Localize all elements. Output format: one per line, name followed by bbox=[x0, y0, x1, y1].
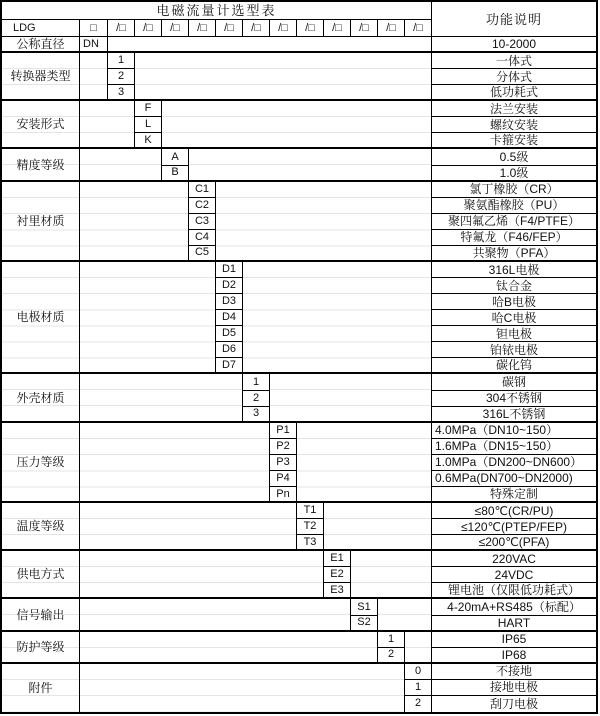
group-left-spacer bbox=[80, 664, 405, 712]
group-left-spacer bbox=[80, 149, 162, 181]
option-code-cell: P1 bbox=[270, 423, 297, 439]
model-code-slot: /□ bbox=[108, 20, 135, 37]
group-right-spacer bbox=[216, 182, 432, 262]
group-left-spacer bbox=[80, 53, 108, 101]
option-code-cell: P4 bbox=[270, 471, 297, 487]
option-code-cell: 2 bbox=[378, 648, 405, 664]
option-code-cell: D6 bbox=[216, 342, 243, 358]
group-left-spacer bbox=[80, 632, 378, 664]
model-code-slot: /□ bbox=[189, 20, 216, 37]
group-right-spacer bbox=[351, 551, 432, 599]
option-code-cell: 2 bbox=[108, 69, 135, 85]
option-desc-cell: 氯丁橡胶（CR） bbox=[432, 182, 596, 198]
group-right-spacer bbox=[324, 503, 432, 551]
model-code-slot: /□ bbox=[243, 20, 270, 37]
option-desc-cell: ≤200℃(PFA) bbox=[432, 535, 596, 551]
option-desc-cell: 不接地 bbox=[432, 664, 596, 680]
option-code-cell: A bbox=[162, 149, 189, 165]
option-code-cell: D7 bbox=[216, 358, 243, 374]
option-code-cell: E1 bbox=[324, 551, 351, 567]
option-desc-cell: 碳化钨 bbox=[432, 358, 596, 374]
group-right-spacer bbox=[270, 374, 432, 422]
option-code-cell: B bbox=[162, 166, 189, 182]
option-desc-cell: HART bbox=[432, 616, 596, 632]
option-desc-cell: 卡箍安装 bbox=[432, 133, 596, 149]
dn-code-cell: DN bbox=[80, 37, 108, 53]
option-code-cell: D5 bbox=[216, 326, 243, 342]
option-code-cell: 0 bbox=[405, 664, 432, 680]
option-desc-cell: 锂电池（仅限低功耗式） bbox=[432, 583, 596, 599]
option-desc-cell: 316L不锈钢 bbox=[432, 407, 596, 423]
option-code-cell: 1 bbox=[108, 53, 135, 69]
group-left-spacer bbox=[80, 374, 243, 422]
group-label: 压力等级 bbox=[2, 423, 80, 503]
option-desc-cell: ≤80℃(CR/PU) bbox=[432, 503, 596, 519]
option-code-cell: T3 bbox=[297, 535, 324, 551]
group-right-spacer bbox=[243, 262, 432, 375]
group-left-spacer bbox=[80, 599, 351, 631]
option-code-cell: L bbox=[135, 117, 162, 133]
model-code-slot: /□ bbox=[297, 20, 324, 37]
option-desc-cell: IP65 bbox=[432, 632, 596, 648]
option-code-cell: 2 bbox=[243, 391, 270, 407]
option-desc-cell: 1.0级 bbox=[432, 166, 596, 182]
group-label: 附件 bbox=[2, 664, 80, 712]
group-label: 安装形式 bbox=[2, 101, 80, 149]
option-desc-cell: 钽电极 bbox=[432, 326, 596, 342]
option-code-cell: E2 bbox=[324, 567, 351, 583]
model-code-slot: /□ bbox=[270, 20, 297, 37]
function-column-header: 功能说明 bbox=[432, 2, 596, 37]
option-code-cell: D3 bbox=[216, 294, 243, 310]
option-desc-cell: 螺纹安装 bbox=[432, 117, 596, 133]
group-left-spacer bbox=[80, 503, 297, 551]
option-code-cell: 1 bbox=[405, 680, 432, 696]
group-right-spacer bbox=[189, 149, 432, 181]
option-code-cell: P3 bbox=[270, 455, 297, 471]
option-desc-cell: 哈B电极 bbox=[432, 294, 596, 310]
group-label: 转换器类型 bbox=[2, 53, 80, 101]
group-label: 温度等级 bbox=[2, 503, 80, 551]
option-desc-cell: 304不锈钢 bbox=[432, 391, 596, 407]
option-desc-cell: 分体式 bbox=[432, 69, 596, 85]
row-label-dn: 公称直径 bbox=[2, 37, 80, 53]
option-desc-cell: 铂铱电极 bbox=[432, 342, 596, 358]
option-desc-cell: 0.5级 bbox=[432, 149, 596, 165]
group-right-spacer bbox=[378, 599, 432, 631]
group-right-spacer bbox=[297, 423, 432, 503]
option-code-cell: C3 bbox=[189, 214, 216, 230]
group-left-spacer bbox=[80, 423, 270, 503]
model-code-slot: /□ bbox=[378, 20, 405, 37]
model-prefix-cell: LDG bbox=[2, 20, 80, 37]
group-right-spacer bbox=[135, 53, 432, 101]
option-desc-cell: 特氟龙（F46/FEP） bbox=[432, 230, 596, 246]
option-code-cell: T2 bbox=[297, 519, 324, 535]
group-right-spacer bbox=[405, 632, 432, 664]
option-desc-cell: 法兰安装 bbox=[432, 101, 596, 117]
option-desc-cell: 0.6MPa(DN700~DN2000) bbox=[432, 471, 596, 487]
group-label: 电极材质 bbox=[2, 262, 80, 375]
group-left-spacer bbox=[80, 262, 216, 375]
group-label: 防护等级 bbox=[2, 632, 80, 664]
option-code-cell: D1 bbox=[216, 262, 243, 278]
option-code-cell: D2 bbox=[216, 278, 243, 294]
option-desc-cell: 1.0MPa（DN200~DN600） bbox=[432, 455, 596, 471]
option-code-cell: T1 bbox=[297, 503, 324, 519]
group-left-spacer bbox=[80, 551, 324, 599]
table-title: 电磁流量计选型表 bbox=[2, 2, 432, 20]
model-code-slot: /□ bbox=[351, 20, 378, 37]
option-code-cell: C2 bbox=[189, 198, 216, 214]
group-left-spacer bbox=[80, 182, 189, 262]
option-desc-cell: 220VAC bbox=[432, 551, 596, 567]
dn-spacer-cell bbox=[108, 37, 432, 53]
option-desc-cell: 聚氨酯橡胶（PU） bbox=[432, 198, 596, 214]
model-code-box: □ bbox=[80, 20, 108, 37]
option-desc-cell: 接地电极 bbox=[432, 680, 596, 696]
group-label: 外壳材质 bbox=[2, 374, 80, 422]
option-code-cell: P2 bbox=[270, 439, 297, 455]
option-code-cell: 1 bbox=[378, 632, 405, 648]
group-right-spacer bbox=[162, 101, 432, 149]
option-desc-cell: 316L电极 bbox=[432, 262, 596, 278]
model-code-slot: /□ bbox=[135, 20, 162, 37]
model-code-slot: /□ bbox=[162, 20, 189, 37]
option-code-cell: E3 bbox=[324, 583, 351, 599]
option-desc-cell: 低功耗式 bbox=[432, 85, 596, 101]
group-label: 衬里材质 bbox=[2, 182, 80, 262]
option-desc-cell: 4.0MPa（DN10~150） bbox=[432, 423, 596, 439]
option-desc-cell: 哈C电极 bbox=[432, 310, 596, 326]
option-desc-cell: 共聚物（PFA） bbox=[432, 246, 596, 262]
option-code-cell: Pn bbox=[270, 487, 297, 503]
option-code-cell: 3 bbox=[108, 85, 135, 101]
option-desc-cell: 碳钢 bbox=[432, 374, 596, 390]
option-desc-cell: 1.6MPa（DN15~150） bbox=[432, 439, 596, 455]
group-label: 信号输出 bbox=[2, 599, 80, 631]
option-code-cell: C1 bbox=[189, 182, 216, 198]
option-code-cell: 2 bbox=[405, 696, 432, 712]
option-desc-cell: 特殊定制 bbox=[432, 487, 596, 503]
option-desc-cell: 24VDC bbox=[432, 567, 596, 583]
option-desc-cell: ≤120℃(PTEP/FEP) bbox=[432, 519, 596, 535]
model-code-slot: /□ bbox=[405, 20, 432, 37]
option-code-cell: S2 bbox=[351, 616, 378, 632]
option-code-cell: 3 bbox=[243, 407, 270, 423]
option-code-cell: 1 bbox=[243, 374, 270, 390]
option-code-cell: C5 bbox=[189, 246, 216, 262]
dn-desc-cell: 10-2000 bbox=[432, 37, 596, 53]
option-desc-cell: 刮刀电极 bbox=[489, 696, 538, 711]
option-code-cell: K bbox=[135, 133, 162, 149]
option-desc-cell: 聚四氟乙烯（F4/PTFE） bbox=[432, 214, 596, 230]
model-code-slot: /□ bbox=[324, 20, 351, 37]
option-code-cell: D4 bbox=[216, 310, 243, 326]
group-left-spacer bbox=[80, 101, 135, 149]
option-code-cell: F bbox=[135, 101, 162, 117]
model-code-slot: /□ bbox=[216, 20, 243, 37]
option-desc-cell: 一体式 bbox=[432, 53, 596, 69]
option-desc-cell: IP68 bbox=[432, 648, 596, 664]
group-label: 精度等级 bbox=[2, 149, 80, 181]
option-code-cell: C4 bbox=[189, 230, 216, 246]
group-label: 供电方式 bbox=[2, 551, 80, 599]
option-desc-cell: 4-20mA+RS485（标配） bbox=[432, 599, 596, 615]
option-desc-cell: 钛合金 bbox=[432, 278, 596, 294]
option-code-cell: S1 bbox=[351, 599, 378, 615]
